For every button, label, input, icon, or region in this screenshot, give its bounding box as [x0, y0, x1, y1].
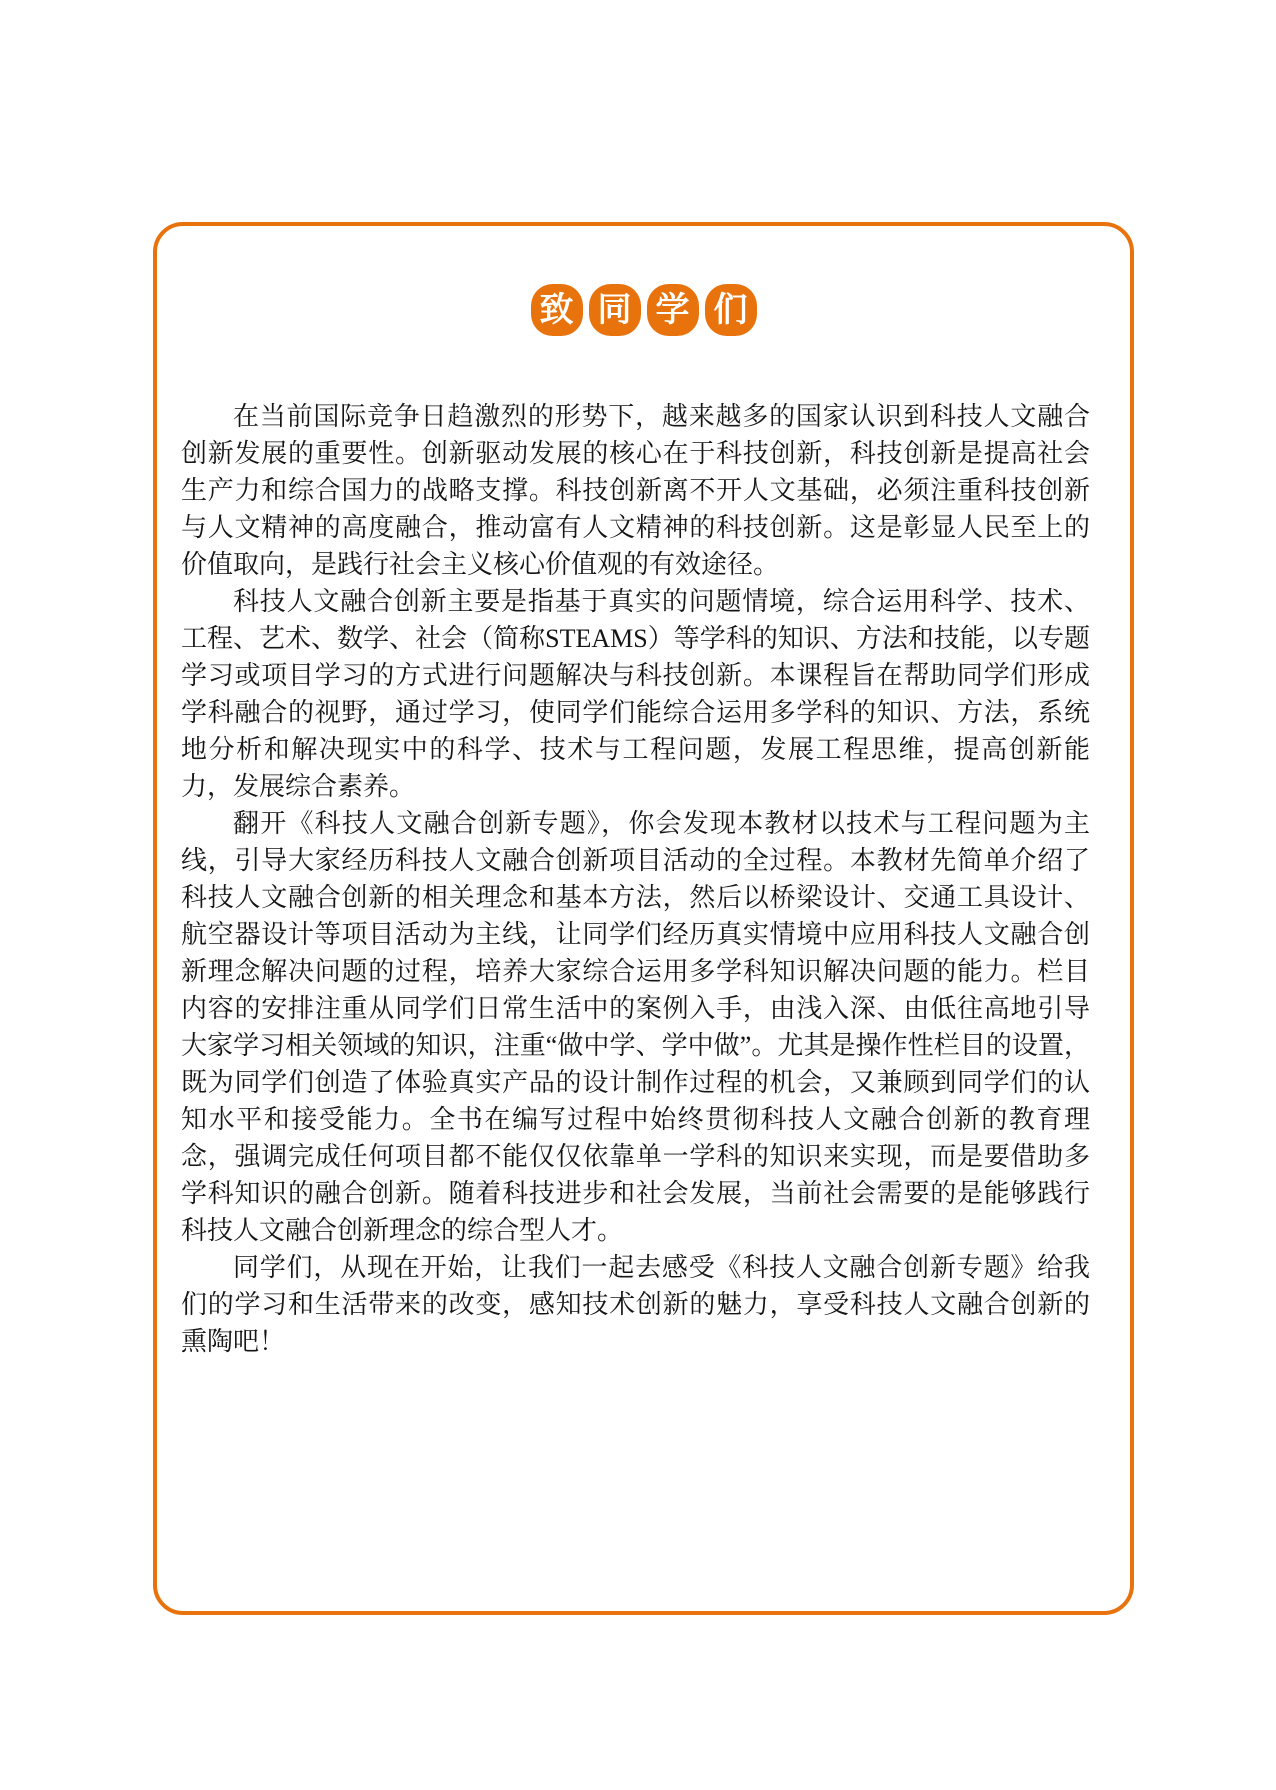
title-character-badge: 同 — [589, 284, 641, 336]
body-text-block — [181, 398, 1090, 1360]
body-paragraph: 科技人文融合创新主要是指基于真实的问题情境，综合运用科学、技术、工程、艺术、数学、社会（简称STEAMS）等学科的知识、方法和技能，以专题学习或项目学习的方式进行问题解决与科技创新。本课程旨在帮助同学们形成学科融合的视野，通过学习，使同学们能综合运用多学科的知识、方法，系统地分析和解决现实中的科学、技术与工程问题，发展工程思维，提高创新能力，发展综合素养。 — [181, 587, 1090, 801]
title-character-badge: 致 — [531, 284, 583, 336]
title-character-badge: 们 — [705, 284, 757, 336]
body-paragraph: 同学们，从现在开始，让我们一起去感受《科技人文融合创新专题》给我们的学习和生活带来的改变，感知技术创新的魅力，享受科技人文融合创新的熏陶吧！ — [181, 1253, 1090, 1356]
body-paragraph: 翻开《科技人文融合创新专题》，你会发现本教材以技术与工程问题为主线，引导大家经历科技人文融合创新项目活动的全过程。本教材先简单介绍了科技人文融合创新的相关理念和基本方法，然后以桥梁设计、交通工具设计、航空器设计等项目活动为主线，让同学们经历真实情境中应用科技人文融合创新理念解决问题的过程，培养大家综合运用多学科知识解决问题的能力。栏目内容的安排注重从同学们日常生活中的案例入手，由浅入深、由低往高地引导大家学习相关领域的知识，注重“做中学、学中做”。尤其是操作性栏目的设置，既为同学们创造了体验真实产品的设计制作过程的机会，又兼顾到同学们的认知水平和接受能力。全书在编写过程中始终贯彻科技人文融合创新的教育理念，强调完成任何项目都不能仅仅依靠单一学科的知识来实现，而是要借助多学科知识的融合创新。随着科技进步和社会发展，当前社会需要的是能够践行科技人文融合创新理念的综合型人才。 — [181, 809, 1090, 1245]
page-title — [157, 284, 1130, 336]
body-paragraph: 在当前国际竞争日趋激烈的形势下，越来越多的国家认识到科技人文融合创新发展的重要性。创新驱动发展的核心在于科技创新，科技创新是提高社会生产力和综合国力的战略支撑。科技创新离不开人文基础，必须注重科技创新与人文精神的高度融合，推动富有人文精神的科技创新。这是彰显人民至上的价值取向，是践行社会主义核心价值观的有效途径。 — [181, 402, 1090, 579]
content-border-frame — [153, 222, 1134, 1615]
title-character-badge: 学 — [647, 284, 699, 336]
